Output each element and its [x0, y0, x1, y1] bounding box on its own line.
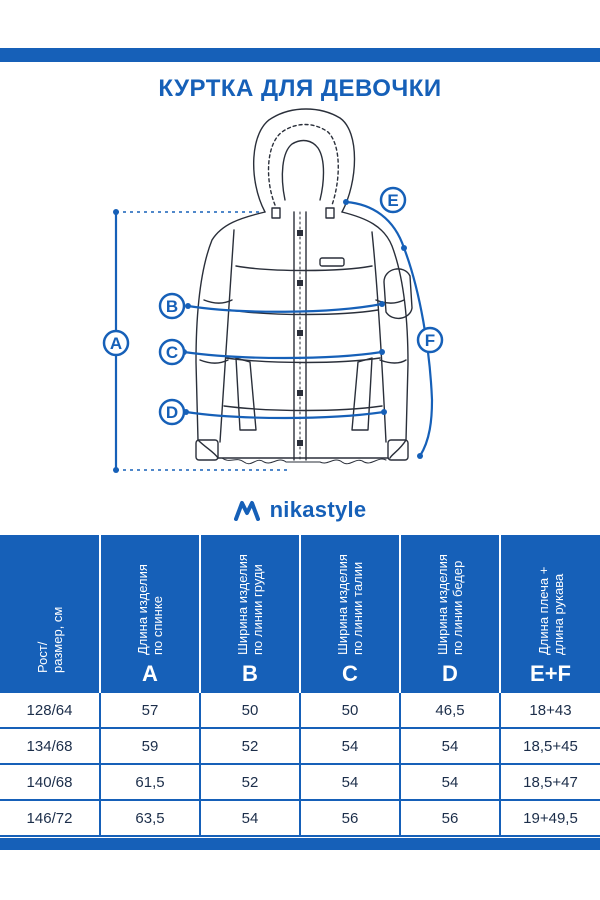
cell-c: 54	[300, 764, 400, 800]
cell-ef: 18+43	[500, 693, 600, 728]
header-hip-width: Ширина изделия по линии бедер D	[400, 535, 500, 693]
header-letter-c: C	[342, 661, 358, 686]
cell-ef: 18,5+47	[500, 764, 600, 800]
cell-c: 56	[300, 800, 400, 836]
brand-logo	[0, 494, 600, 526]
svg-text:E: E	[387, 191, 399, 210]
cell-a: 57	[100, 693, 200, 728]
table-row	[0, 800, 600, 836]
marker-d	[160, 400, 184, 424]
svg-text:C: C	[165, 343, 179, 362]
cell-size: 128/64	[0, 693, 100, 728]
jacket-diagram	[0, 100, 600, 490]
marker-c	[160, 340, 184, 364]
table-row	[0, 764, 600, 800]
cell-b: 52	[200, 728, 300, 764]
cell-b: 52	[200, 764, 300, 800]
svg-text:B: B	[165, 297, 179, 316]
header-waist-width: Ширина изделия по линии талии C	[300, 535, 400, 693]
svg-text:F: F	[424, 331, 436, 350]
cell-b: 50	[200, 693, 300, 728]
header-height-size: Рост/ размер, см	[0, 535, 100, 693]
cell-ef: 19+49,5	[500, 800, 600, 836]
marker-a	[104, 331, 128, 355]
marker-e	[381, 188, 405, 212]
cell-c: 54	[300, 728, 400, 764]
cell-d: 56	[400, 800, 500, 836]
marker-f	[418, 328, 442, 352]
brand-logo-icon	[234, 499, 260, 521]
cell-a: 61,5	[100, 764, 200, 800]
size-table-header-row	[0, 535, 600, 693]
table-row	[0, 728, 600, 764]
cell-b: 54	[200, 800, 300, 836]
header-chest-width: Ширина изделия по линии груди B	[200, 535, 300, 693]
header-letter-b: B	[242, 661, 258, 686]
table-row	[0, 693, 600, 728]
cell-a: 59	[100, 728, 200, 764]
header-letter-ef: E+F	[530, 661, 571, 686]
header-length-back: Длина изделия по спинке A	[100, 535, 200, 693]
bottom-accent-bar	[0, 838, 600, 850]
header-letter-d: D	[442, 661, 458, 686]
size-table	[0, 535, 600, 837]
cell-d: 54	[400, 764, 500, 800]
cell-size: 140/68	[0, 764, 100, 800]
cell-d: 46,5	[400, 693, 500, 728]
page-title: КУРТКА ДЛЯ ДЕВОЧКИ	[158, 75, 442, 102]
svg-text:A: A	[109, 334, 123, 353]
cell-ef: 18,5+45	[500, 728, 600, 764]
svg-text:D: D	[165, 403, 179, 422]
cell-size: 134/68	[0, 728, 100, 764]
cell-a: 63,5	[100, 800, 200, 836]
brand-name: nikastyle	[269, 497, 367, 522]
header-shoulder-sleeve: Длина плеча + длина рукава E+F	[500, 535, 600, 693]
top-accent-bar	[0, 48, 600, 62]
size-table-container	[0, 535, 600, 837]
cell-d: 54	[400, 728, 500, 764]
header-letter-a: A	[142, 661, 158, 686]
cell-c: 50	[300, 693, 400, 728]
cell-size: 146/72	[0, 800, 100, 836]
marker-b	[160, 294, 184, 318]
